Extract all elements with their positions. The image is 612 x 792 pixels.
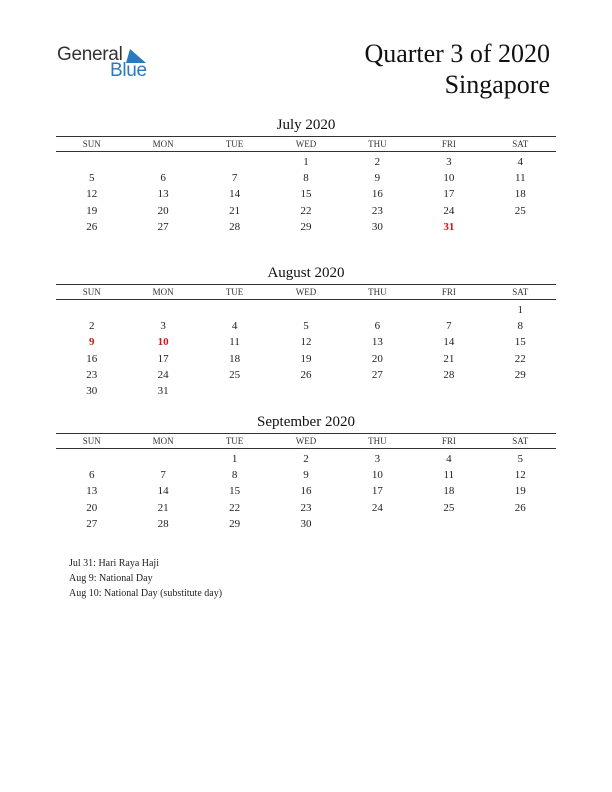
day-cell: 28 (229, 220, 241, 233)
day-cell: 10 (371, 469, 383, 482)
day-cell: 3 (374, 453, 381, 465)
empty-cell (199, 154, 270, 170)
day-cell: 17 (443, 188, 455, 201)
day-cell: 23 (371, 204, 383, 217)
day-cell: 11 (443, 469, 455, 482)
day-cell: 15 (514, 336, 526, 349)
logo-text-general: General (57, 44, 123, 65)
day-cell: 16 (371, 188, 383, 201)
weekday-header (56, 284, 556, 300)
day-cell: 2 (374, 156, 381, 168)
day-cell: 18 (514, 188, 526, 201)
weekday-thu: THU (368, 436, 387, 446)
day-cell: 7 (446, 320, 452, 333)
empty-cell (199, 302, 270, 318)
day-cell: 24 (443, 204, 455, 217)
day-cell: 29 (229, 517, 241, 530)
day-cell: 5 (517, 453, 524, 465)
day-cell: 23 (86, 368, 98, 381)
empty-cell (127, 154, 198, 170)
day-cell: 12 (300, 336, 312, 349)
holiday-note: Aug 10: National Day (substitute day) (69, 588, 223, 599)
day-cell: 6 (374, 320, 381, 333)
empty-cell (56, 154, 127, 170)
day-cell: 20 (371, 352, 383, 365)
day-cell: 20 (86, 501, 98, 514)
holiday-note: Jul 31: Hari Raya Haji (69, 558, 159, 569)
weekday-sat: SAT (512, 139, 529, 149)
weekday-sun: SUN (82, 139, 101, 149)
empty-cell (270, 302, 341, 318)
day-cell: 4 (231, 320, 238, 333)
day-cell: 13 (371, 336, 383, 349)
day-cell: 26 (300, 368, 312, 381)
day-cell: 19 (514, 485, 526, 498)
month-august (56, 264, 556, 399)
title-quarter: Quarter 3 of 2020 (364, 39, 550, 68)
empty-cell (127, 451, 198, 467)
day-cell: 16 (300, 485, 312, 498)
weekday-sun: SUN (82, 436, 101, 446)
day-cell: 21 (229, 204, 241, 217)
holiday-day-cell: 9 (88, 336, 95, 349)
weekday-thu: THU (368, 287, 387, 297)
day-grid (56, 154, 556, 235)
month-september (56, 413, 556, 532)
day-cell: 1 (517, 304, 524, 316)
day-cell: 25 (514, 204, 526, 217)
day-cell: 3 (160, 320, 166, 333)
day-cell: 21 (157, 501, 169, 514)
day-cell: 9 (303, 469, 309, 482)
day-cell: 29 (300, 220, 312, 233)
day-cell: 31 (157, 384, 169, 397)
holiday-notes (69, 556, 222, 601)
generalblue-logo (57, 44, 157, 84)
day-cell: 15 (300, 188, 312, 201)
day-cell: 25 (443, 501, 455, 514)
holiday-day-cell: 31 (443, 220, 455, 233)
day-cell: 25 (229, 368, 241, 381)
day-cell: 27 (157, 220, 169, 233)
day-cell: 5 (303, 320, 309, 333)
day-cell: 20 (157, 204, 169, 217)
day-cell: 27 (86, 517, 98, 530)
weekday-tue: TUE (225, 436, 244, 446)
day-cell: 12 (86, 188, 98, 201)
day-cell: 22 (300, 204, 312, 217)
day-grid (56, 451, 556, 532)
month-title: August 2020 (267, 265, 345, 281)
weekday-mon: MON (152, 287, 174, 297)
day-cell: 21 (443, 352, 455, 365)
day-cell: 4 (446, 453, 452, 465)
empty-cell (56, 451, 127, 467)
empty-cell (342, 302, 413, 318)
weekday-mon: MON (152, 436, 174, 446)
day-cell: 11 (229, 336, 240, 349)
day-cell: 3 (446, 156, 452, 168)
empty-cell (127, 302, 198, 318)
weekday-header (56, 433, 556, 449)
day-cell: 15 (229, 485, 241, 498)
day-cell: 13 (157, 188, 169, 201)
day-cell: 17 (371, 485, 383, 498)
day-cell: 17 (157, 352, 169, 365)
day-cell: 28 (443, 368, 455, 381)
month-title: September 2020 (257, 414, 355, 430)
day-cell: 24 (157, 368, 169, 381)
day-cell: 6 (88, 469, 95, 482)
day-cell: 22 (514, 352, 526, 365)
day-cell: 19 (300, 352, 312, 365)
empty-cell (413, 302, 484, 318)
weekday-sat: SAT (512, 436, 529, 446)
weekday-thu: THU (368, 139, 387, 149)
weekday-sun: SUN (82, 287, 101, 297)
weekday-wed: WED (295, 287, 317, 297)
day-cell: 5 (88, 172, 95, 185)
day-cell: 30 (371, 220, 383, 233)
day-cell: 1 (303, 156, 309, 168)
empty-cell (56, 302, 127, 318)
weekday-header (56, 136, 556, 152)
day-cell: 14 (443, 336, 455, 349)
day-cell: 2 (303, 453, 309, 465)
holiday-day-cell: 10 (157, 336, 169, 349)
day-cell: 2 (88, 320, 95, 333)
day-cell: 12 (514, 469, 526, 482)
page-title (364, 38, 550, 100)
logo-text-blue: Blue (110, 60, 147, 81)
day-cell: 11 (514, 172, 526, 185)
day-cell: 16 (86, 352, 98, 365)
month-july (56, 116, 556, 235)
day-cell: 22 (229, 501, 241, 514)
day-cell: 4 (517, 156, 524, 168)
day-cell: 10 (443, 172, 455, 185)
weekday-wed: WED (295, 139, 317, 149)
day-cell: 30 (300, 517, 312, 530)
day-cell: 30 (86, 384, 98, 397)
title-country: Singapore (444, 70, 550, 99)
weekday-tue: TUE (225, 287, 244, 297)
day-cell: 24 (371, 501, 383, 514)
day-cell: 18 (443, 485, 455, 498)
weekday-sat: SAT (512, 287, 529, 297)
day-cell: 8 (303, 172, 309, 185)
weekday-fri: FRI (441, 139, 456, 149)
day-cell: 23 (300, 501, 312, 514)
day-cell: 19 (86, 204, 98, 217)
day-cell: 27 (371, 368, 383, 381)
day-cell: 7 (160, 469, 166, 482)
day-cell: 9 (374, 172, 381, 185)
day-cell: 28 (157, 517, 169, 530)
day-cell: 26 (86, 220, 98, 233)
day-cell: 6 (160, 172, 166, 185)
weekday-fri: FRI (441, 436, 456, 446)
weekday-tue: TUE (225, 139, 244, 149)
day-cell: 1 (231, 453, 238, 465)
day-cell: 8 (231, 469, 238, 482)
day-cell: 29 (514, 368, 526, 381)
day-cell: 26 (514, 501, 526, 514)
day-cell: 13 (86, 485, 98, 498)
month-title: July 2020 (276, 117, 336, 133)
weekday-fri: FRI (441, 287, 456, 297)
day-cell: 14 (229, 188, 241, 201)
holiday-note: Aug 9: National Day (69, 573, 153, 584)
weekday-mon: MON (152, 139, 174, 149)
day-cell: 14 (157, 485, 169, 498)
day-cell: 18 (229, 352, 241, 365)
day-grid (56, 302, 556, 399)
day-cell: 7 (231, 172, 238, 185)
weekday-wed: WED (295, 436, 317, 446)
day-cell: 8 (517, 320, 524, 333)
